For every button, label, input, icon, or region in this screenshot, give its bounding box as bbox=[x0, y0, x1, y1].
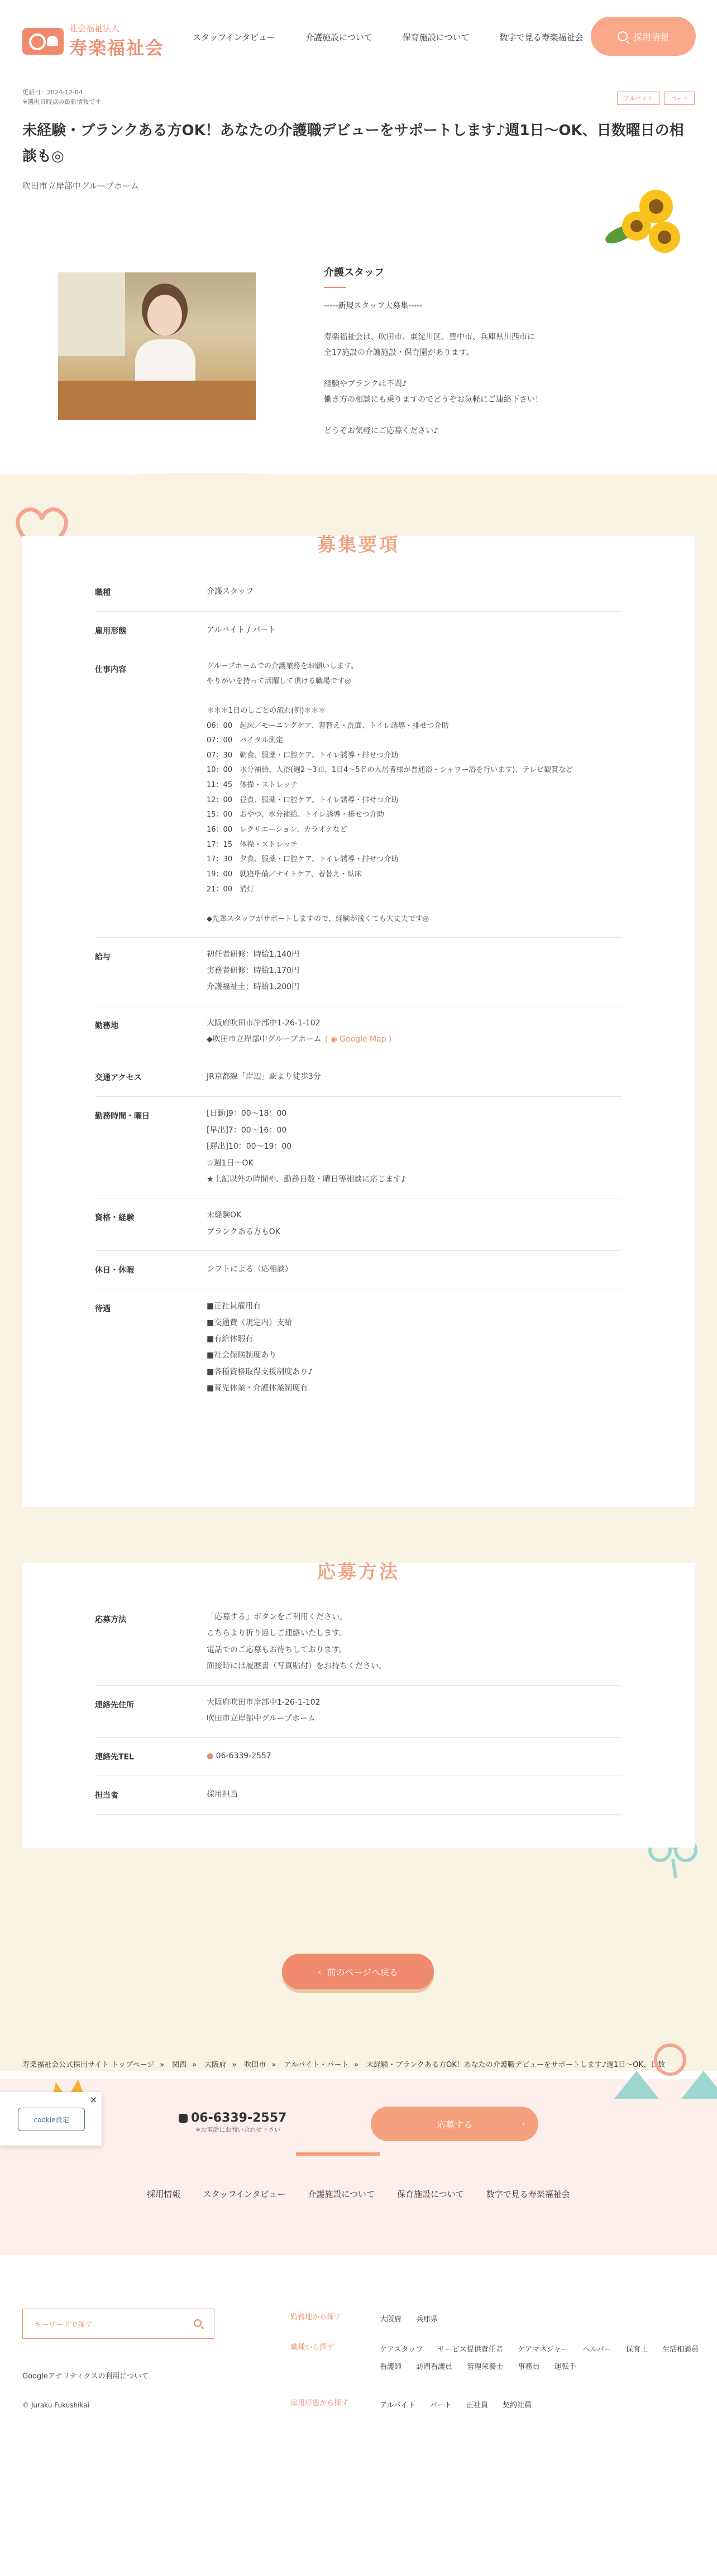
req-row-benefits bbox=[95, 1289, 622, 1407]
apply-value: 「応募する」ボタンをご利用ください。 こちらより折り返しご連絡いたします。 電話でのご応募もお待ちしております。 面接時には履歴書（写真貼付）をお持ちください。 bbox=[207, 1613, 386, 1671]
apply-key: 応募方法 bbox=[95, 1615, 126, 1624]
link-job[interactable]: 運転手 bbox=[554, 2363, 576, 2372]
footer-tel[interactable] bbox=[179, 2111, 286, 2134]
req-key: 交通アクセス bbox=[95, 1073, 142, 1083]
req-key: 休日・休暇 bbox=[95, 1266, 134, 1275]
link-job[interactable]: 管理栄養士 bbox=[467, 2363, 504, 2372]
apply-value: 大阪府吹田市岸部中1-26-1-102 吹田市立岸部中グループホーム bbox=[207, 1697, 321, 1723]
search-icon[interactable] bbox=[194, 2319, 202, 2327]
req-key: 勤務時間・曜日 bbox=[95, 1112, 150, 1121]
copyright: © Juraku Fukushikai bbox=[22, 2401, 89, 2409]
sunflower-illustration bbox=[603, 173, 687, 262]
link-job[interactable]: サービス提供責任者 bbox=[437, 2345, 503, 2354]
apply-key: 連絡先住所 bbox=[95, 1700, 134, 1710]
footer-tel-note: ※お電話にお問い合わせ下さい bbox=[195, 2126, 281, 2133]
google-analytics-link[interactable]: Googleアナリティクスの利用について bbox=[22, 2372, 149, 2381]
nav-staff-interview[interactable]: スタッフインタビュー bbox=[193, 32, 276, 42]
req-value-location bbox=[207, 1006, 622, 1058]
apply-heading: 応募方法 bbox=[317, 1561, 400, 1582]
intro-heading: 介護スタッフ bbox=[324, 267, 384, 279]
req-value: 初任者研修：時給1,140円 実務者研修：時給1,170円 介護福祉士：時給1,200円 bbox=[207, 949, 300, 992]
req-key: 仕事内容 bbox=[95, 665, 126, 674]
link-osaka[interactable]: 大阪府 bbox=[380, 2315, 402, 2324]
req-key: 雇用形態 bbox=[95, 627, 126, 636]
apply-tel-value bbox=[207, 1738, 622, 1776]
global-nav bbox=[193, 31, 583, 43]
link-employment[interactable]: 正社員 bbox=[466, 2401, 488, 2410]
recruit-button-label: 採用情報 bbox=[633, 31, 669, 42]
link-employment[interactable]: パート bbox=[429, 2401, 452, 2410]
footer-links-job bbox=[290, 2341, 715, 2376]
page-title: 未経験・ブランクある方OK！あなたの介護職デビューをサポートします♪週1日〜OK、日数曜日の相談も◎ bbox=[22, 122, 684, 165]
req-row-location bbox=[95, 1006, 622, 1059]
breadcrumb-top[interactable]: 寿楽福祉会公式採用サイト トップページ bbox=[22, 2061, 155, 2069]
link-job[interactable]: 訪問看護員 bbox=[416, 2363, 453, 2372]
keyword-search-input[interactable] bbox=[22, 2309, 214, 2339]
post-meta bbox=[22, 88, 101, 107]
footer-links-label: 勤務地から探す bbox=[290, 2313, 342, 2321]
breadcrumb-osaka[interactable]: 大阪府 bbox=[204, 2061, 227, 2069]
nav-care-facilities[interactable]: 介護施設について bbox=[305, 32, 372, 42]
staff-photo bbox=[58, 272, 256, 420]
logo-sub-text: 社会福祉法人 bbox=[69, 23, 120, 33]
search-icon bbox=[618, 31, 628, 41]
footer-nav-numbers[interactable]: 数字で見る寿楽福祉会 bbox=[486, 2189, 570, 2199]
link-job[interactable]: 生活相談員 bbox=[662, 2345, 699, 2354]
site-header bbox=[0, 0, 717, 73]
chevron-right-icon: › bbox=[522, 2120, 525, 2128]
updated-date: 更新日：2024-12-04 bbox=[22, 89, 83, 96]
req-value: グループホームでの介護業務をお願いします。 やりがいを持って活躍して頂ける職場です◎ ＊＊＊1日のしごとの流れ(例)＊＊＊ 06：00 起床／モーニングケア、着替え・洗面、トイレ誘導・排せつ介助 07：00 バイタル測定 07：30 朝食、服薬・口腔ケア、トイレ誘導・排せつ介助 10：00 水分補給、入浴(週2〜3回、1日4〜5名の入居者様が普通浴・シャワー浴を行います)、テレビ観賞など 11：45 体操・ストレッチ 12：00 昼食、服薬・口腔ケア、トイレ誘導・排せつ介助 15：00 おやつ、水分補給、トイレ誘導・排せつ介助 16：00 レクリエーション、カラオケなど 17：15 体操・ストレッチ 17：30 夕食、服薬・口腔ケア、トイレ誘導・排せつ介助 19：00 就寝準備／ナイトケア、着替え・臥床 21：00 消灯 ◆先輩スタッフがサポートしますので、経験が浅くても大丈夫です◎ bbox=[207, 662, 573, 923]
apply-key: 連絡先TEL bbox=[95, 1753, 135, 1762]
search-placeholder: キーワードで探す bbox=[34, 2321, 93, 2329]
req-row-job bbox=[95, 573, 622, 612]
req-row-salary bbox=[95, 938, 622, 1006]
link-job[interactable]: ケアスタッフ bbox=[380, 2345, 423, 2354]
req-row-qualification bbox=[95, 1198, 622, 1251]
updated-note: ※選択日時点の最新情報です bbox=[22, 98, 102, 105]
close-icon[interactable]: × bbox=[89, 2094, 97, 2105]
link-job[interactable]: ケアマネジャー bbox=[517, 2345, 568, 2354]
google-map-link[interactable]: ( ◉ Google Map ) bbox=[324, 1035, 392, 1044]
req-key: 勤務地 bbox=[95, 1021, 118, 1030]
apply-card bbox=[22, 1563, 695, 1848]
req-key: 職種 bbox=[95, 588, 111, 597]
req-row-access bbox=[95, 1058, 622, 1097]
footer-nav-staff[interactable]: スタッフインタビュー bbox=[203, 2189, 286, 2199]
requirements-heading: 募集要項 bbox=[317, 534, 400, 555]
req-key: 給与 bbox=[95, 952, 111, 962]
google-map-label: Google Map bbox=[340, 1035, 386, 1044]
req-value: 介護スタッフ bbox=[207, 587, 254, 596]
breadcrumb-current: 未経験・ブランクある方OK！あなたの介護職デビューをサポートします♪週1日〜OK、日数 bbox=[366, 2061, 666, 2069]
req-value: 大阪府吹田市岸部中1-26-1-102 ◆吹田市立岸部中グループホーム bbox=[207, 1018, 322, 1044]
apply-row-tel bbox=[95, 1738, 622, 1776]
footer-nav-care[interactable]: 介護施設について bbox=[308, 2189, 375, 2199]
footer-tel-number: 06-6339-2557 bbox=[191, 2111, 287, 2125]
intro-body: -----新規スタッフ大募集----- 寿楽福祉会は、吹田市、東淀川区、豊中市、兵庫県川西市に 全17施設の介護施設・保育園があります。 経験やブランクは不問♪ 働き方の相談にも乗りますのでどうぞお気軽にご連絡下さい！ どうぞお気軽にご応募ください♪ bbox=[324, 301, 543, 435]
link-job[interactable]: 看護師 bbox=[380, 2363, 402, 2372]
ribbon-icon bbox=[614, 2037, 717, 2099]
apply-value: 採用担当 bbox=[207, 1790, 238, 1800]
req-value: ■正社員雇用有 ■交通費（規定内）支給 ■有給休暇有 ■社会保険制度あり ■各種資格取得支援制度あり♪ ■育児休業・介護休業制度有 bbox=[207, 1302, 313, 1393]
req-value: 未経験OK ブランクある方もOK bbox=[207, 1211, 280, 1236]
apply-row-contact bbox=[95, 1776, 622, 1815]
link-job[interactable]: 保育士 bbox=[625, 2345, 648, 2354]
logo-main-text: 寿楽福祉会 bbox=[69, 37, 165, 59]
apply-key: 担当者 bbox=[95, 1791, 118, 1801]
facility-name: 吹田市立岸部中グループホーム bbox=[22, 181, 139, 191]
cookie-settings-button[interactable]: cookie設定 bbox=[18, 2108, 85, 2131]
recruit-button[interactable] bbox=[591, 17, 696, 56]
apply-button-label: 応募する bbox=[436, 2119, 472, 2130]
footer-accent-line bbox=[296, 2152, 380, 2156]
cookie-popup bbox=[0, 2092, 102, 2146]
intro-section bbox=[324, 265, 670, 439]
footer-links-label: 職種から探す bbox=[290, 2343, 334, 2352]
tag-arbeit[interactable]: アルバイト bbox=[617, 92, 659, 105]
post-tags bbox=[617, 92, 695, 105]
nav-numbers[interactable]: 数字で見る寿楽福祉会 bbox=[499, 32, 584, 42]
footer-links-label: 雇用形態から探す bbox=[290, 2399, 349, 2407]
req-value: シフトによる（応相談） bbox=[207, 1265, 293, 1274]
breadcrumb-employment[interactable]: アルバイト・パート bbox=[284, 2061, 349, 2069]
chevron-left-icon: ‹ bbox=[317, 1966, 322, 1977]
link-job[interactable]: ヘルパー bbox=[582, 2345, 611, 2354]
req-value: JR京都線「岸辺」駅より徒歩3分 bbox=[207, 1072, 321, 1082]
apply-button[interactable] bbox=[371, 2107, 538, 2141]
back-button[interactable] bbox=[282, 1954, 434, 1989]
back-button-label: 前のページへ戻る bbox=[327, 1966, 399, 1978]
req-row-duties bbox=[95, 650, 622, 938]
footer-cta-area bbox=[0, 2079, 717, 2255]
req-key: 資格・経験 bbox=[95, 1213, 134, 1223]
req-value: [日勤]9：00〜18：00 [早出]7：00〜16：00 [遅出]10：00〜19：00 ☆週1日〜OK ★上記以外の時間や、勤務日数・曜日等相談に応じます♪ bbox=[207, 1109, 407, 1184]
logo-mark-icon bbox=[22, 28, 64, 55]
phone-icon: ● bbox=[207, 1752, 216, 1761]
apply-row-address bbox=[95, 1686, 622, 1738]
nav-nursery-facilities[interactable]: 保育施設について bbox=[402, 32, 470, 42]
site-logo[interactable] bbox=[22, 22, 164, 60]
footer-nav bbox=[0, 2188, 717, 2200]
footer-nav-recruit[interactable]: 採用情報 bbox=[147, 2189, 181, 2199]
req-row-employment bbox=[95, 612, 622, 650]
link-employment[interactable]: 契約社員 bbox=[503, 2401, 532, 2410]
tag-part[interactable]: パート bbox=[664, 92, 695, 105]
req-row-holidays bbox=[95, 1251, 622, 1289]
link-employment[interactable]: アルバイト bbox=[380, 2401, 415, 2410]
requirements-card bbox=[22, 536, 695, 1507]
breadcrumb-kansai[interactable]: 関西 bbox=[172, 2061, 187, 2069]
req-key: 待遇 bbox=[95, 1304, 111, 1314]
apply-tel-link[interactable]: 06-6339-2557 bbox=[216, 1752, 271, 1761]
intro-divider bbox=[324, 287, 346, 288]
breadcrumb-suita[interactable]: 吹田市 bbox=[244, 2061, 266, 2069]
req-row-hours bbox=[95, 1097, 622, 1198]
breadcrumb: 寿楽福祉会公式採用サイト トップページ » 関西 » 大阪府 » 吹田市 » アルバイト・パート » 未経験・ブランクある方OK！あなたの介護職デビューをサポートします♪週1日〜OK、日数 bbox=[22, 2061, 666, 2069]
footer-nav-nursery[interactable]: 保育施設について bbox=[397, 2189, 464, 2199]
footer-links-employment bbox=[290, 2397, 715, 2414]
phone-icon bbox=[179, 2114, 188, 2123]
link-hyogo[interactable]: 兵庫県 bbox=[416, 2315, 438, 2324]
footer-links-location bbox=[290, 2311, 715, 2328]
req-value: アルバイト / パート bbox=[207, 626, 276, 635]
link-job[interactable]: 事務員 bbox=[518, 2363, 540, 2372]
apply-row-method bbox=[95, 1600, 622, 1686]
